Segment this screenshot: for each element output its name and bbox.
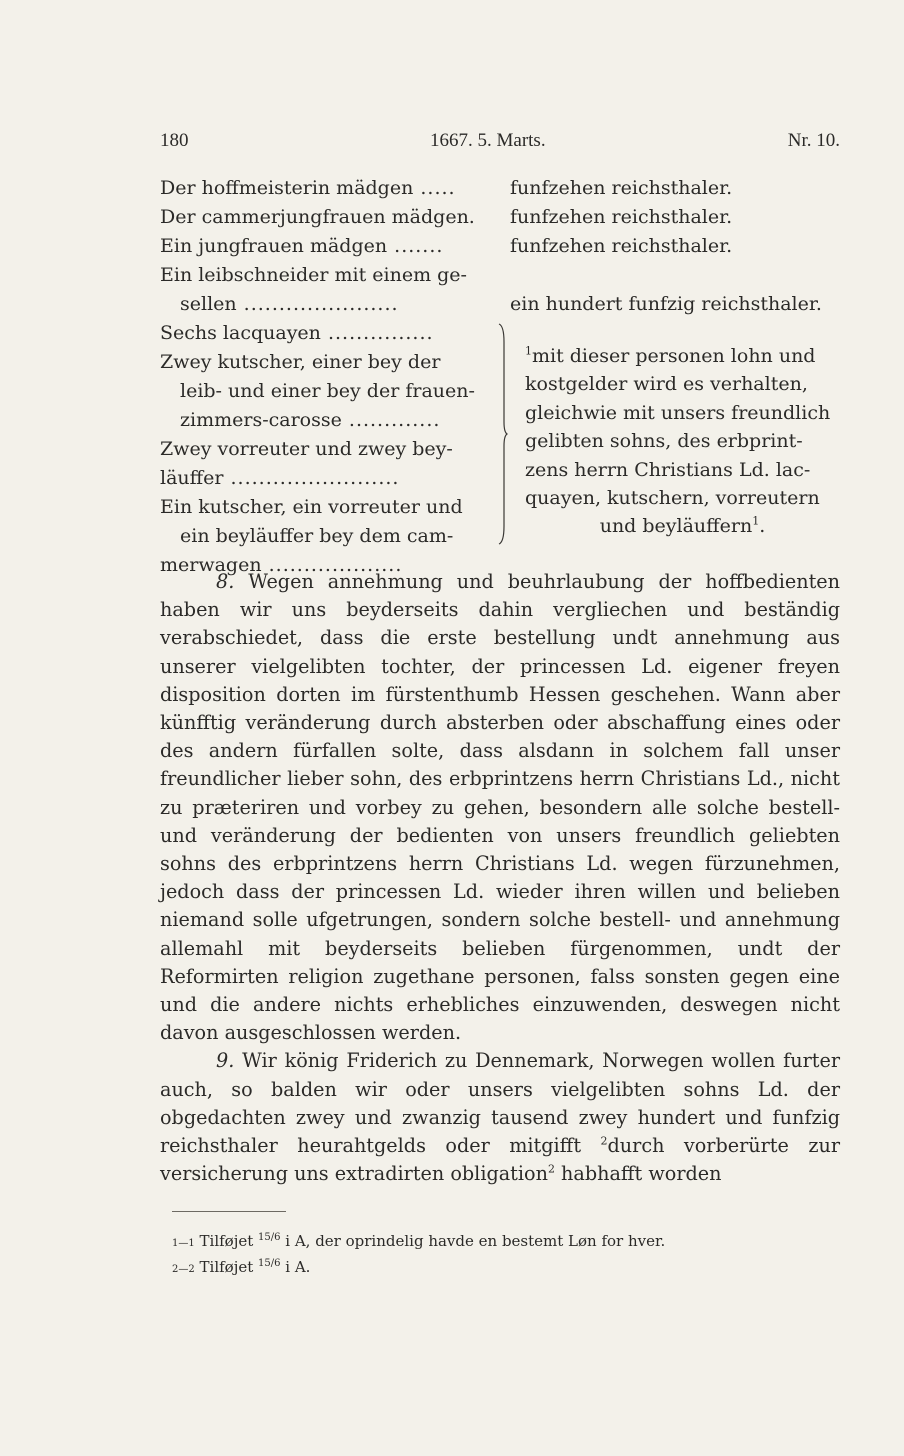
list-value: funfzehen reichsthaler.	[510, 177, 733, 199]
list-value: ein hundert funfzig reichsthaler.	[510, 293, 822, 315]
fraction: 15/6	[258, 1258, 281, 1269]
list-label: merwagen	[160, 554, 262, 576]
side-note-line: quayen, kutschern, vorreutern	[525, 487, 820, 510]
header-date: 1667. 5. Marts.	[430, 130, 546, 151]
list-row	[160, 232, 850, 261]
page-header	[160, 130, 840, 160]
list-row	[160, 203, 850, 232]
list-label: Ein jungfrauen mädgen	[160, 235, 388, 257]
list-label: ein beyläuffer bey dem cam-	[180, 525, 454, 547]
list-label: Zwey kutscher, einer bey der	[160, 351, 441, 373]
list-label: läuffer	[160, 467, 224, 489]
side-note-line: gelibten sohns, des erbprint-	[525, 430, 803, 453]
leader-dots: .......	[387, 235, 444, 257]
list-label: zimmers-carosse	[180, 409, 342, 431]
footnote-mark: 1	[525, 344, 532, 358]
footnote: 1—1 Tilføjet $^{15/6}$ i A, der oprindelig havde en bestemt Løn for hver.	[172, 1232, 666, 1250]
main-text	[160, 568, 840, 1188]
page-number: 180	[160, 130, 189, 151]
list-label: Zwey vorreuter und zwey bey-	[160, 438, 453, 460]
footnote-mark: 2	[547, 1162, 555, 1176]
paragraph-text: Wegen annehmung und beuhrlaubung der hoffbedienten haben wir uns beyderseits dahin vergliechen und beständig verabschiedet, dass die erste bestellung undt annehmung aus unserer vielgelibten tochter, der princessen Ld. eigener freyen disposition dorten im fürstenthumb Hessen geschehen. Wann aber künfftig veränderung durch absterben oder abschaffung eines oder des andern fürfallen solte, dass alsdann in solchem fall unser freundlicher lieber sohn, des erbprintzens herrn Christians Ld., nicht zu præteriren und vorbey zu gehen, besondern alle solche bestell- und veränderung der bedienten von unsers freundlich geliebten sohns des erbprintzens herrn Christians Ld. wegen fürzunehmen, jedoch dass der princessen Ld. wieder ihren willen und belieben niemand solle ufgetrungen, sondern solche bestell- und annehmung allemahl mit beyderseits belieben fürgenommen, undt der Reformirten religion zugethane personen, falss sonsten gegen eine und die andere nichts erhebliches einzuwenden, deswegen nicht davon ausgeschlossen werden.	[160, 570, 841, 1045]
footnote: 2—2 Tilføjet $^{15/6}$ i A.	[172, 1258, 311, 1276]
footnote-divider	[172, 1211, 286, 1212]
paragraph-number: 8.	[216, 570, 235, 593]
side-note	[525, 342, 840, 541]
curly-brace	[498, 322, 508, 546]
paragraph-9: 9. Wir könig Friderich zu Dennemark, Norwegen wollen furter auch, so balden wir oder unsers vielgelibten sohns Ld. der obgedachten zwey und zwanzig tausend zwey hundert und funfzig reichsthaler heurahtgelds oder mitgifft $^2$durch vorberürte zur versicherung uns extradirten obligation$^2$ habhafft worden	[160, 1049, 840, 1186]
list-label: Sechs lacquayen	[160, 322, 321, 344]
curly-brace-icon	[498, 322, 508, 546]
fraction: 15/6	[258, 1232, 281, 1243]
list-label: Ein leibschneider mit einem ge-	[160, 264, 467, 286]
paragraph-number: 9.	[216, 1049, 235, 1073]
leader-dots: ...................	[261, 554, 403, 576]
list-label: Der hoffmeisterin mädgen	[160, 177, 414, 199]
list-row	[160, 290, 850, 319]
footnote-mark: 1—1	[172, 1238, 195, 1249]
list-label: sellen	[180, 293, 237, 315]
side-note-line: kostgelder wird es verhalten,	[525, 373, 808, 396]
footnote-mark: 2	[600, 1134, 608, 1148]
leader-dots: .............	[341, 409, 441, 431]
leader-dots: ......................	[236, 293, 399, 315]
footnote-mark: 2—2	[172, 1264, 195, 1275]
leader-dots: ........................	[223, 467, 400, 489]
side-note-line: und beyläuffern$^1$.	[599, 515, 766, 538]
list-value: funfzehen reichsthaler.	[510, 235, 733, 257]
leader-dots: ...............	[320, 322, 434, 344]
list-row	[160, 174, 850, 203]
list-row	[160, 261, 850, 290]
document-number: Nr. 10.	[787, 130, 840, 151]
side-note-line: $^1$mit dieser personen lohn und	[525, 344, 816, 367]
list-label: leib- und einer bey der frauen-	[180, 380, 475, 402]
footnote-mark: 1	[752, 515, 760, 529]
side-note-line: zens herrn Christians Ld. lac-	[525, 458, 811, 481]
side-note-line: gleichwie mit unsers freundlich	[525, 401, 831, 424]
leader-dots: .....	[413, 177, 456, 199]
list-label: Ein kutscher, ein vorreuter und	[160, 496, 463, 518]
list-value: funfzehen reichsthaler.	[510, 206, 733, 228]
paragraph-8	[160, 568, 840, 1047]
list-label: Der cammerjungfrauen mädgen.	[160, 206, 475, 228]
